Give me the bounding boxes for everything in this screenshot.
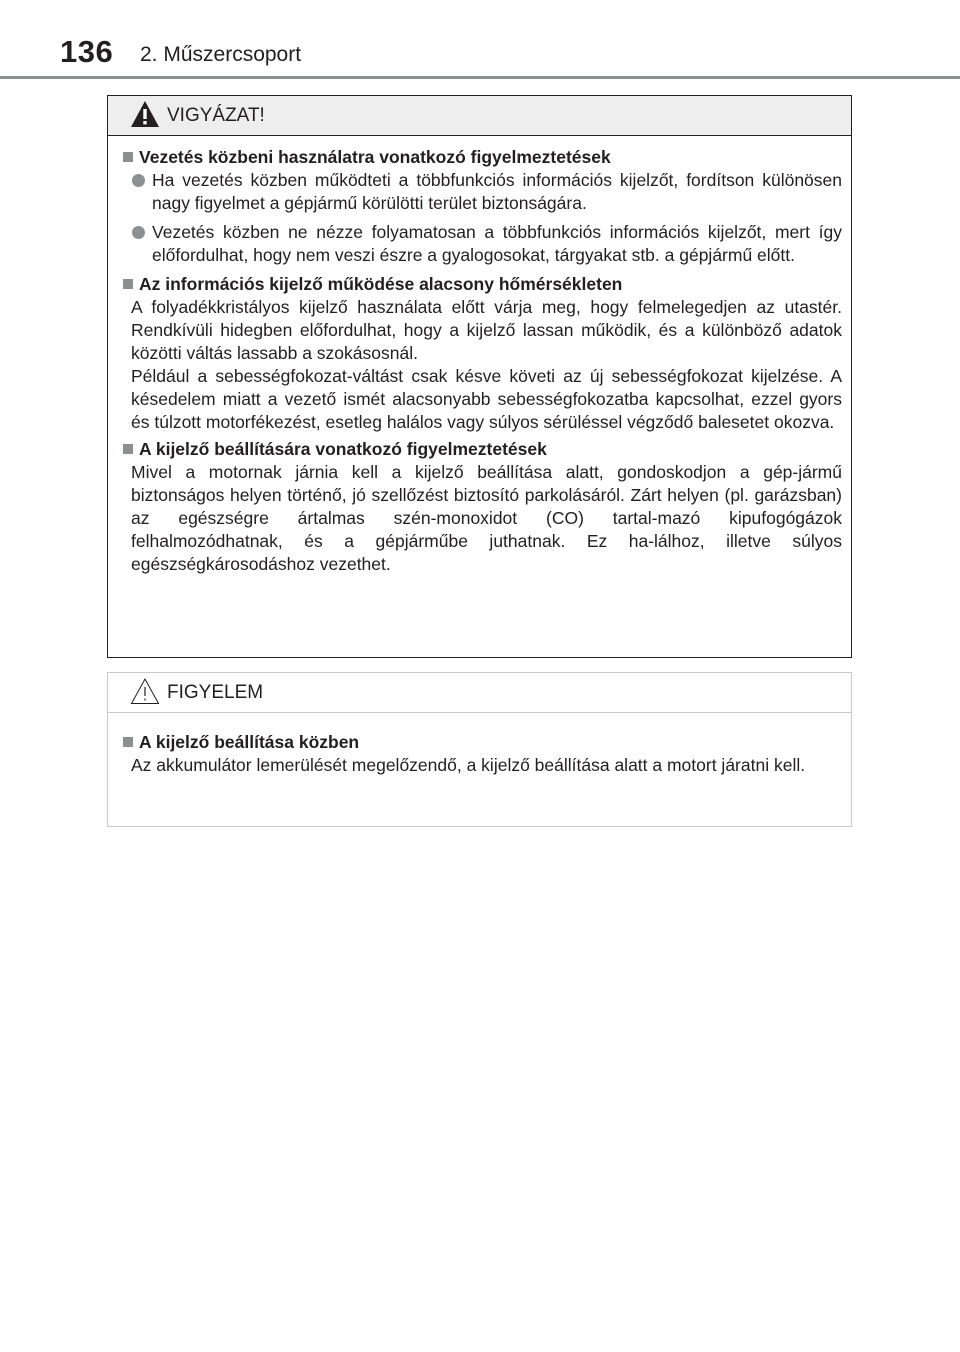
- page-number: 136: [60, 34, 114, 69]
- notice-box-header: [108, 673, 851, 713]
- warning-title: VIGYÁZAT!: [167, 105, 265, 126]
- section-heading-text: Az információs kijelző működése alacsony hőmérsékleten: [139, 274, 623, 294]
- notice-section-adjustment: [123, 731, 842, 777]
- circle-bullet-icon: [132, 226, 145, 239]
- bullet-item: [123, 221, 842, 267]
- warning-box: [107, 95, 852, 658]
- section-heading-text: A kijelző beállítására vonatkozó figyelmeztetések: [139, 439, 547, 459]
- warning-triangle-filled-icon: [130, 100, 160, 128]
- bullet-text: Ha vezetés közben működteti a többfunkciós információs kijelzőt, fordítson különösen nagy figyelmet a gépjármű körülötti terület biztonságára.: [152, 170, 842, 213]
- section-heading: [123, 438, 842, 461]
- warning-body: [108, 136, 851, 576]
- square-bullet-icon: [123, 444, 133, 454]
- page-header: [0, 0, 960, 80]
- caution-triangle-outline-icon: [130, 677, 160, 705]
- section-heading: [123, 146, 842, 169]
- square-bullet-icon: [123, 152, 133, 162]
- notice-box: [107, 672, 852, 827]
- warning-section-driving: [123, 146, 842, 267]
- section-heading-text: Vezetés közbeni használatra vonatkozó figyelmeztetések: [139, 147, 611, 167]
- circle-bullet-icon: [132, 174, 145, 187]
- warning-section-low-temperature: [123, 273, 842, 434]
- square-bullet-icon: [123, 279, 133, 289]
- bullet-text: Vezetés közben ne nézze folyamatosan a többfunkciós információs kijelzőt, mert így előfordulhat, hogy nem veszi észre a gyalogosokat, tárgyakat stb. a gépjármű előtt.: [152, 222, 842, 265]
- warning-box-header: [108, 96, 851, 136]
- paragraph: Az akkumulátor lemerülését megelőzendő, a kijelző beállítása alatt a motort járatni kell.: [131, 755, 806, 775]
- paragraph: Mivel a motornak járnia kell a kijelző beállítása alatt, gondoskodjon a gép-jármű biztonságos helyen történő, jó szellőzést biztosító parkolásáról. Zárt helyen (pl. garázsban) az egészségre ártalmas szén-monoxidot (CO) tartal-mazó kipufogógázok felhalmozódhatnak, és a gépjárműbe juthatnak. Ez ha-lálhoz, illetve súlyos egészségkárosodáshoz vezethet.: [131, 462, 842, 574]
- warning-section-adjustment: [123, 438, 842, 576]
- section-title: 2. Műszercsoport: [140, 43, 302, 66]
- section-heading-text: A kijelző beállítása közben: [139, 732, 360, 752]
- section-heading: [123, 273, 842, 296]
- paragraph: Például a sebességfokozat-váltást csak késve követi az új sebességfokozat kijelzése. A késedelem miatt a vezető ismét alacsonyabb sebességfokozatba kapcsolhat, ezzel gyors és túlzott motorfékezést, esetleg halálos vagy súlyos sérüléssel végződő balesetet okozva.: [131, 366, 842, 432]
- header-rule: [0, 76, 960, 79]
- square-bullet-icon: [123, 737, 133, 747]
- bullet-item: [123, 169, 842, 215]
- paragraph: A folyadékkristályos kijelző használata előtt várja meg, hogy felmelegedjen az utastér. Rendkívüli hidegben előfordulhat, hogy a kijelző lassan működik, és a különböző adatok közötti váltás lassabb a szokásosnál.: [131, 297, 842, 363]
- notice-title: FIGYELEM: [167, 682, 264, 703]
- notice-body: [108, 713, 851, 777]
- section-heading: [123, 731, 842, 754]
